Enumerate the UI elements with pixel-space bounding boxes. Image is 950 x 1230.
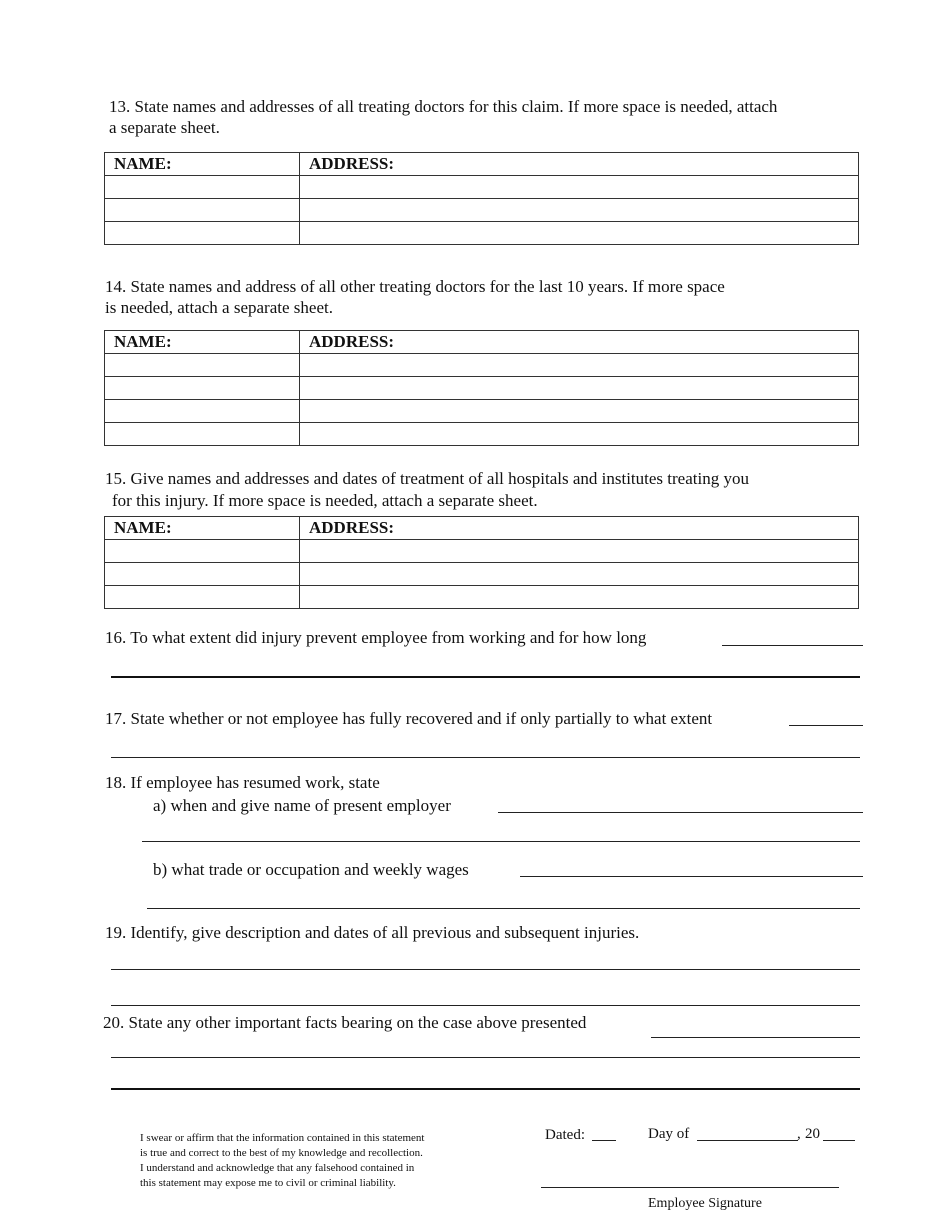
q18a-text: a) when and give name of present employer [153,796,451,815]
table-row [105,423,859,446]
q19-answer-line-2[interactable] [111,1005,860,1006]
address-header: ADDRESS: [300,331,859,354]
q18b-answer-line[interactable] [520,876,863,877]
table-header-row [105,153,859,176]
name-cell[interactable] [105,423,300,446]
signature-label: Employee Signature [648,1196,762,1211]
q15-hospitals-table [104,516,859,609]
name-cell[interactable] [105,377,300,400]
q13-line1: 13. State names and addresses of all treating doctors for this claim. If more space is needed, attach [109,97,778,116]
address-cell[interactable] [300,540,859,563]
q16-text: 16. To what extent did injury prevent employee from working and for how long [105,628,647,647]
q16-answer-line-2[interactable] [111,676,860,678]
name-cell[interactable] [105,586,300,609]
name-header: NAME: [105,331,300,354]
table-row [105,540,859,563]
address-cell[interactable] [300,222,859,245]
q13-line2: a separate sheet. [109,118,220,137]
q17-answer-line-2[interactable] [111,757,860,758]
q15-line2: for this injury. If more space is needed, attach a separate sheet. [112,491,538,510]
q15-line1: 15. Give names and addresses and dates of treatment of all hospitals and institutes treating you [105,469,749,488]
address-cell[interactable] [300,199,859,222]
q20-answer-line-2[interactable] [111,1057,860,1058]
oath-statement [140,1131,470,1191]
oath-line: I swear or affirm that the information contained in this statement [140,1132,425,1144]
q19-text: 19. Identify, give description and dates of all previous and subsequent injuries. [105,923,640,942]
table-row [105,586,859,609]
table-row [105,377,859,400]
name-cell[interactable] [105,222,300,245]
date-comma: , [797,1126,801,1142]
table-row [105,563,859,586]
table-row [105,354,859,377]
q14-line2: is needed, attach a separate sheet. [105,298,333,317]
day-of-label: Day of [648,1126,690,1142]
address-cell[interactable] [300,400,859,423]
name-cell[interactable] [105,563,300,586]
oath-line: this statement may expose me to civil or criminal liability. [140,1177,396,1189]
address-header: ADDRESS: [300,517,859,540]
q20-answer-line[interactable] [651,1037,860,1038]
month-line[interactable] [697,1140,798,1141]
address-cell[interactable] [300,354,859,377]
table-row [105,222,859,245]
q20-text: 20. State any other important facts bearing on the case above presented [103,1013,587,1032]
name-header: NAME: [105,153,300,176]
year-line[interactable] [823,1140,855,1141]
q17-text: 17. State whether or not employee has fully recovered and if only partially to what extent [105,709,713,728]
q14-doctors-table [104,330,859,446]
dated-label: Dated: [545,1127,585,1143]
table-header-row [105,517,859,540]
q18-text: 18. If employee has resumed work, state [105,773,380,792]
address-cell[interactable] [300,176,859,199]
table-row [105,199,859,222]
dated-day-line[interactable] [592,1140,616,1141]
name-cell[interactable] [105,176,300,199]
q17-answer-line[interactable] [789,725,863,726]
signature-line[interactable] [541,1187,839,1188]
table-row [105,400,859,423]
address-cell[interactable] [300,563,859,586]
address-cell[interactable] [300,423,859,446]
name-cell[interactable] [105,400,300,423]
table-row [105,176,859,199]
q18b-text: b) what trade or occupation and weekly wages [153,860,469,879]
q19-answer-line[interactable] [111,969,860,970]
address-cell[interactable] [300,377,859,400]
q13-doctors-table [104,152,859,245]
name-cell[interactable] [105,199,300,222]
q20-answer-line-3[interactable] [111,1088,860,1090]
oath-line: is true and correct to the best of my knowledge and recollection. [140,1147,423,1159]
table-header-row [105,331,859,354]
q14-line1: 14. State names and address of all other treating doctors for the last 10 years. If more space [105,277,725,296]
q16-answer-line[interactable] [722,645,863,646]
address-header: ADDRESS: [300,153,859,176]
name-cell[interactable] [105,354,300,377]
q18b-answer-line-2[interactable] [147,908,860,909]
name-cell[interactable] [105,540,300,563]
name-header: NAME: [105,517,300,540]
year-prefix: 20 [805,1126,820,1142]
q18a-answer-line-2[interactable] [142,841,860,842]
address-cell[interactable] [300,586,859,609]
q18a-answer-line[interactable] [498,812,863,813]
oath-line: I understand and acknowledge that any falsehood contained in [140,1162,415,1174]
